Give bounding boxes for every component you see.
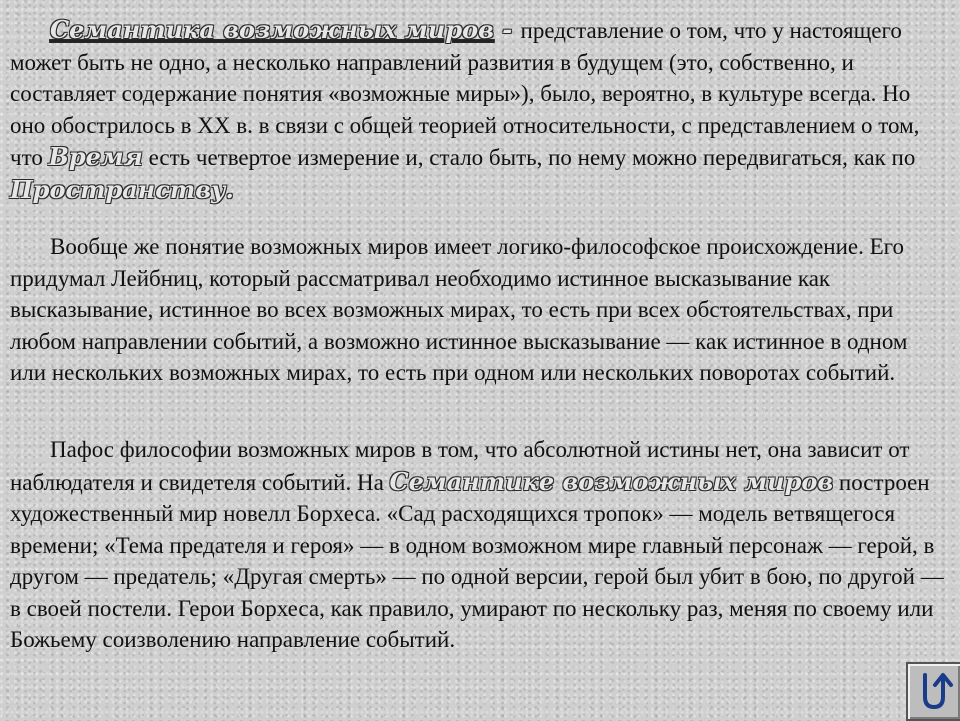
paragraph-2 — [10, 231, 945, 389]
paragraph-3-text-1: Пафос философии возможных миров в том, что абсолютной истины нет, она зависит от наблюдателя и свидетеля событий. На — [10, 437, 910, 495]
term-semantics-of-possible-worlds: Семантика возможных миров — [50, 15, 494, 44]
paragraph-2-text: Вообще же понятие возможных миров имеет логико-философское происхождение. Его придумал Лейбниц, который рассматривал необходимо истинное высказывание как высказывание, истинное во всех возможных мирах, то есть при всех обстоятельствах, при любом направлении событий, а возможно истинное высказывание — как истинное в одном или нескольких возможных мирах, то есть при одном или нескольких поворотах событий. — [10, 234, 908, 385]
paragraph-1-text-1: представление о том, что у настоящего может быть не одно, а несколько направлений развития в будущем (это, собственно, и составляет содержание понятия «возможные миры»), было, вероятно, в культуре всегда. Но оно обострилось в XX в. в связи с общей теорией относительности, с представлением о том, что — [10, 18, 920, 170]
paragraph-1-text-3: . — [225, 174, 234, 204]
return-button[interactable] — [906, 662, 960, 721]
term-space: Пространству — [10, 174, 226, 204]
paragraph-3-text-2: построен художественный мир новелл Борхеса. «Сад расходящихся тропок» — модель ветвящегося времени; «Тема предателя и героя» — в одном возможном мире главный персонаж — герой, в другом — предатель; «Другая смерть» — по одной версии, герой был убит в бою, по другой — в своей постели. Герои Борхеса, как правило, умирают по нескольку раз, меняя по своему или Божьему соизволению направление событий. — [10, 469, 944, 652]
paragraph-1-text-2: есть четвертое измерение и, стало быть, по нему можно передвигаться, как по — [142, 145, 916, 170]
paragraph-1 — [10, 14, 945, 206]
term-semantics-of-possible-worlds-2: Семантике возможных миров — [389, 466, 834, 496]
term-dash: - — [493, 15, 521, 44]
term-time: Время — [48, 142, 143, 171]
return-arrow-icon — [914, 671, 954, 713]
paragraph-3 — [10, 434, 945, 656]
